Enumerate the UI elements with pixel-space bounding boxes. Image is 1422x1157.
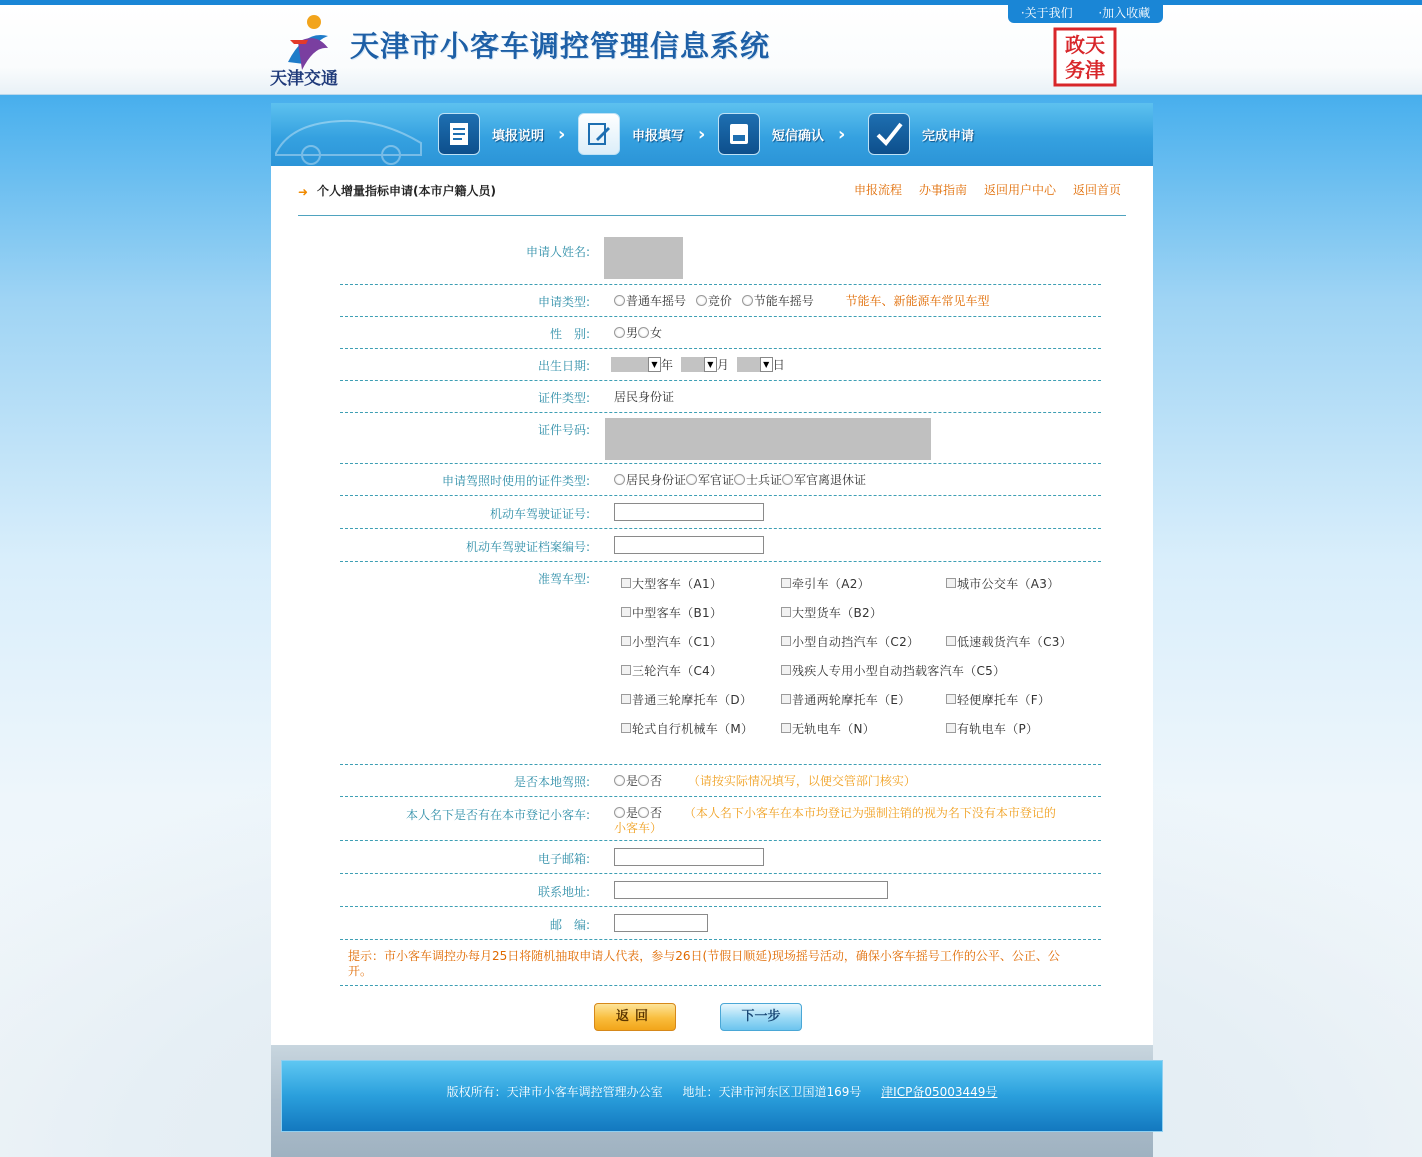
- next-button[interactable]: 下一步: [720, 1003, 802, 1031]
- step-instructions: [438, 113, 565, 155]
- vehicle-class-label-text: 残疾人专用小型自动挡载客汽车（C5）: [792, 664, 1006, 678]
- section-nav: [854, 181, 1121, 198]
- radio-energy-saving-lottery[interactable]: [742, 295, 753, 306]
- section-header: [298, 179, 1126, 216]
- step-label: 完成申请: [922, 128, 975, 144]
- birth-month-select[interactable]: [681, 357, 717, 372]
- tip-text: 提示：市小客车调控办每月25日将随机抽取申请人代表，参与26日(节假日顺延)现场摇号活动，确保小客车摇号工作的公平、公正、公: [348, 949, 1060, 963]
- row-tip: [340, 940, 1101, 986]
- registered-car-note: （本人名下小客车在本市均登记为强制注销的视为名下没有本市登记的: [683, 806, 1056, 820]
- vehicle-class-option[interactable]: [621, 662, 722, 679]
- gov-net-seal[interactable]: [1053, 27, 1117, 87]
- vehicle-class-label-text: 大型客车（A1）: [632, 577, 723, 591]
- row-local-license: [340, 765, 1101, 797]
- add-favorite-link[interactable]: ·加入收藏: [1098, 6, 1151, 20]
- checkbox[interactable]: [946, 723, 956, 733]
- option-label: 居民身份证: [626, 473, 687, 487]
- service-guide-link[interactable]: 办事指南: [918, 183, 967, 197]
- site-logo: [268, 12, 350, 88]
- row-applicant-name: [340, 233, 1101, 285]
- radio-resident-id[interactable]: [614, 474, 625, 485]
- step-bar: [271, 103, 1153, 166]
- local-license-options: [614, 772, 916, 789]
- chevron-down-icon: ▼: [760, 357, 773, 372]
- option-label: 普通车摇号: [626, 294, 687, 308]
- vehicle-class-option[interactable]: [781, 720, 875, 737]
- year-unit: 年: [661, 358, 674, 372]
- row-id-type: [340, 381, 1101, 413]
- radio-registered-yes[interactable]: [614, 807, 625, 818]
- row-license-file-number: [340, 529, 1101, 562]
- vehicle-class-option[interactable]: [781, 691, 911, 708]
- phone-icon: [718, 113, 760, 155]
- chevron-right-icon: ›: [698, 123, 706, 145]
- site-title: 天津市小客车调控管理信息系统: [350, 29, 771, 63]
- license-id-type-options: [614, 471, 866, 488]
- local-license-label: 是否本地驾照:: [513, 775, 590, 789]
- checkbox[interactable]: [621, 607, 631, 617]
- icp-link[interactable]: 津ICP备05003449号: [881, 1085, 998, 1099]
- email-label: 电子邮箱:: [537, 852, 590, 866]
- radio-local-no[interactable]: [638, 775, 649, 786]
- postcode-label: 邮 编:: [549, 918, 590, 932]
- top-links: [1008, 2, 1163, 23]
- id-type-label: 证件类型:: [537, 391, 590, 405]
- chevron-down-icon: ▼: [704, 357, 717, 372]
- radio-registered-no[interactable]: [638, 807, 649, 818]
- vehicle-class-option[interactable]: [621, 720, 753, 737]
- row-vehicle-classes: [340, 562, 1101, 765]
- option-label: 女: [650, 326, 663, 340]
- vehicle-class-label-text: 小型汽车（C1）: [632, 635, 723, 649]
- applicant-name-redacted: [604, 237, 683, 279]
- vehicle-class-option[interactable]: [946, 691, 1050, 708]
- vehicle-class-option[interactable]: [621, 575, 722, 592]
- vehicle-class-option[interactable]: [946, 720, 1038, 737]
- vehicle-class-label: 准驾车型:: [537, 572, 590, 586]
- license-file-number-label: 机动车驾驶证档案编号:: [465, 540, 590, 554]
- option-label: 男: [626, 326, 639, 340]
- vehicle-class-label-text: 普通两轮摩托车（E）: [792, 693, 911, 707]
- footer-text: [282, 1083, 1162, 1100]
- step-complete: [868, 113, 974, 155]
- radio-soldier-id[interactable]: [734, 474, 745, 485]
- month-unit: 月: [716, 358, 729, 372]
- footer: [281, 1060, 1163, 1132]
- radio-normal-lottery[interactable]: [614, 295, 625, 306]
- edit-form-icon: [578, 113, 620, 155]
- row-apply-type: [340, 285, 1101, 317]
- vehicle-class-option[interactable]: [621, 691, 752, 708]
- step-sms-confirm: [718, 113, 845, 155]
- vehicle-class-label-text: 小型自动挡汽车（C2）: [792, 635, 920, 649]
- copyright-text: 版权所有：天津市小客车调控管理办公室: [446, 1085, 663, 1099]
- option-label: 竞价: [707, 294, 732, 308]
- checkbox[interactable]: [621, 694, 631, 704]
- vehicle-class-option[interactable]: [621, 633, 722, 650]
- step-label: 短信确认: [772, 128, 825, 144]
- gender-options: [614, 324, 662, 341]
- address-label: 联系地址:: [537, 885, 590, 899]
- applicant-name-label: 申请人姓名:: [525, 245, 590, 259]
- radio-bidding[interactable]: [696, 295, 707, 306]
- address-input[interactable]: [614, 881, 888, 899]
- about-us-link[interactable]: ·关于我们: [1020, 6, 1073, 20]
- home-link[interactable]: 返回首页: [1072, 183, 1121, 197]
- vehicle-class-label-text: 大型货车（B2）: [792, 606, 883, 620]
- radio-officer-id[interactable]: [686, 474, 697, 485]
- vehicle-class-label-text: 中型客车（B1）: [632, 606, 723, 620]
- step-fill-form: [578, 113, 705, 155]
- vehicle-class-option[interactable]: [946, 575, 1060, 592]
- checkbox[interactable]: [946, 636, 956, 646]
- checkbox[interactable]: [621, 636, 631, 646]
- vehicle-class-label-text: 牵引车（A2）: [792, 577, 870, 591]
- row-postcode: [340, 907, 1101, 940]
- row-birth-date: [340, 349, 1101, 381]
- license-id-type-label: 申请驾照时使用的证件类型:: [441, 474, 590, 488]
- svg-text:务津: 务津: [1065, 58, 1105, 82]
- document-icon: [438, 113, 480, 155]
- row-id-number: [340, 413, 1101, 464]
- svg-text:政天: 政天: [1065, 33, 1105, 57]
- checkbox[interactable]: [781, 694, 791, 704]
- main-panel: [271, 103, 1153, 1045]
- id-number-redacted: [605, 418, 931, 460]
- vehicle-class-label-text: 城市公交车（A3）: [957, 577, 1060, 591]
- checkbox[interactable]: [621, 723, 631, 733]
- vehicle-class-label-text: 普通三轮摩托车（D）: [632, 693, 753, 707]
- registered-car-label: 本人名下是否有在本市登记小客车:: [405, 808, 590, 822]
- checkbox[interactable]: [946, 578, 956, 588]
- vehicle-class-label-text: 有轨电车（P）: [957, 722, 1039, 736]
- address-text: 地址：天津市河东区卫国道169号: [682, 1085, 862, 1099]
- row-address: [340, 874, 1101, 907]
- radio-local-yes[interactable]: [614, 775, 625, 786]
- vehicle-class-option[interactable]: [621, 604, 722, 621]
- vehicle-class-option[interactable]: [781, 575, 870, 592]
- section-title: 个人增量指标申请(本市户籍人员): [317, 184, 496, 198]
- row-email: [340, 841, 1101, 874]
- gender-label: 性 别:: [549, 327, 590, 341]
- row-license-number: [340, 496, 1101, 529]
- radio-retired-officer-id[interactable]: [782, 474, 793, 485]
- checkbox[interactable]: [621, 665, 631, 675]
- birth-day-select[interactable]: [737, 357, 773, 372]
- svg-text:天津交通: 天津交通: [270, 69, 338, 88]
- car-outline-graphic: [271, 103, 431, 166]
- vehicle-class-label-text: 轻便摩托车（F）: [957, 693, 1051, 707]
- option-label: 否: [650, 774, 663, 788]
- vehicle-class-option[interactable]: [946, 633, 1072, 650]
- checkbox[interactable]: [781, 607, 791, 617]
- postcode-input[interactable]: [614, 914, 708, 932]
- option-label: 军官离退休证: [794, 473, 867, 487]
- apply-type-options: [614, 292, 990, 309]
- energy-car-models-link[interactable]: 节能车、新能源车常见车型: [845, 294, 990, 308]
- vehicle-class-label-text: 无轨电车（N）: [792, 722, 876, 736]
- license-number-label: 机动车驾驶证证号:: [489, 507, 590, 521]
- chevron-right-icon: ›: [838, 123, 846, 145]
- option-label: 士兵证: [746, 473, 783, 487]
- option-label: 否: [650, 806, 663, 820]
- vehicle-class-option[interactable]: [781, 633, 919, 650]
- checkbox[interactable]: [781, 723, 791, 733]
- vehicle-class-option[interactable]: [781, 604, 882, 621]
- birth-date-selects: [611, 356, 785, 373]
- birth-date-label: 出生日期:: [537, 359, 590, 373]
- option-label: 节能车摇号: [753, 294, 814, 308]
- checkbox[interactable]: [781, 636, 791, 646]
- registered-car-note-cont: 小客车）: [614, 821, 663, 835]
- checkmark-icon: [868, 113, 910, 155]
- option-label: 军官证: [698, 473, 735, 487]
- vehicle-class-option[interactable]: [781, 662, 1005, 679]
- day-unit: 日: [772, 358, 785, 372]
- id-type-value: 居民身份证: [614, 390, 675, 404]
- id-number-label: 证件号码:: [537, 423, 590, 437]
- checkbox[interactable]: [781, 665, 791, 675]
- local-license-note: （请按实际情况填写，以便交管部门核实）: [687, 774, 916, 788]
- apply-process-link[interactable]: 申报流程: [853, 183, 902, 197]
- option-label: 是: [626, 774, 639, 788]
- row-registered-car: [340, 797, 1101, 841]
- vehicle-class-label-text: 三轮汽车（C4）: [632, 664, 723, 678]
- vehicle-class-label-text: 轮式自行机械车（M）: [632, 722, 754, 736]
- birth-year-select[interactable]: [611, 357, 661, 372]
- row-gender: [340, 317, 1101, 349]
- radio-male[interactable]: [614, 327, 625, 338]
- checkbox[interactable]: [621, 578, 631, 588]
- radio-female[interactable]: [638, 327, 649, 338]
- registered-car-options: [614, 804, 1056, 821]
- chevron-down-icon: ▼: [648, 357, 661, 372]
- license-file-number-input[interactable]: [614, 536, 764, 554]
- step-label: 申报填写: [632, 128, 685, 144]
- checkbox[interactable]: [946, 694, 956, 704]
- option-label: 是: [626, 806, 639, 820]
- tip-text-cont: 开。: [348, 964, 373, 978]
- arrow-bullet-icon: ➜: [298, 185, 309, 199]
- email-input[interactable]: [614, 848, 764, 866]
- user-center-link[interactable]: 返回用户中心: [983, 183, 1056, 197]
- vehicle-class-label-text: 低速载货汽车（C3）: [957, 635, 1073, 649]
- back-button[interactable]: 返回: [594, 1003, 676, 1031]
- license-number-input[interactable]: [614, 503, 764, 521]
- row-license-id-type: [340, 464, 1101, 496]
- step-label: 填报说明: [492, 128, 545, 144]
- checkbox[interactable]: [781, 578, 791, 588]
- chevron-right-icon: ›: [558, 123, 566, 145]
- apply-type-label: 申请类型:: [537, 295, 590, 309]
